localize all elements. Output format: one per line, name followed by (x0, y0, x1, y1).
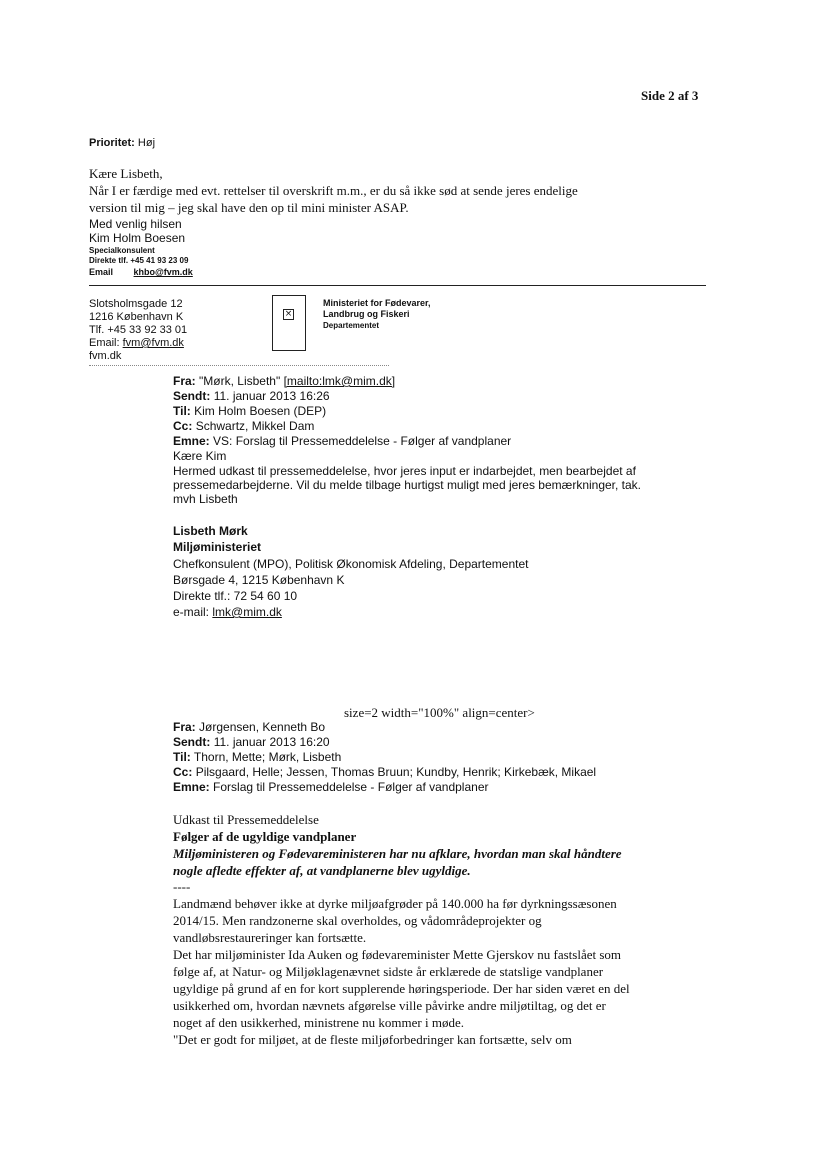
orig-subject-label: Emne: (173, 780, 210, 794)
message-line-2: version til mig – jeg skal have den op til mini minister ASAP. (89, 200, 409, 215)
fwd-from-value: "Mørk, Lisbeth" (199, 374, 281, 388)
lisbeth-phone: Direkte tlf.: 72 54 60 10 (173, 589, 298, 603)
fwd-to-line (173, 404, 326, 418)
lisbeth-email-link[interactable]: lmk@mim.dk (212, 605, 282, 619)
lisbeth-email-line (173, 605, 282, 619)
orig-cc-line (173, 765, 596, 779)
html-artifact-text: size=2 width="100%" align=center> (344, 705, 535, 720)
signature-email-label: Email (89, 267, 114, 277)
priority-label: Prioritet: (89, 137, 135, 149)
lisbeth-email-label: e-mail: (173, 605, 210, 619)
signature-email-link[interactable]: khbo@fvm.dk (133, 267, 193, 277)
ministry-web[interactable]: fvm.dk (89, 350, 122, 362)
fwd-greeting: Kære Kim (173, 449, 227, 463)
fwd-from-label: Fra: (173, 374, 196, 388)
orig-to-value: Thorn, Mette; Mørk, Lisbeth (193, 750, 342, 764)
fwd-body-1: Hermed udkast til pressemeddelelse, hvor jeres input er indarbejdet, men bearbejdet af (173, 464, 636, 478)
press-p2-line-4: usikkerhed om, hvordan nævnets afgørelse ville påvirke andre miljøtiltag, og det er (173, 998, 606, 1013)
divider (89, 285, 706, 286)
fwd-subject-value: VS: Forslag til Pressemeddelelse - Følger af vandplaner (213, 434, 512, 448)
orig-to-label: Til: (173, 750, 191, 764)
press-p1-line-2: 2014/15. Men randzonerne skal overholdes, og vådområdeprojekter og (173, 913, 542, 928)
orig-from-value: Jørgensen, Kenneth Bo (199, 720, 326, 734)
fwd-sent-value: 11. januar 2013 16:26 (213, 389, 330, 403)
fwd-cc-line (173, 419, 314, 433)
fwd-sent-label: Sendt: (173, 389, 211, 403)
signature-email-line (89, 267, 193, 277)
fwd-to-value: Kim Holm Boesen (DEP) (194, 404, 327, 418)
press-p2-line-5: noget af den usikkerhed, ministrene nu kommer i møde. (173, 1015, 464, 1030)
fwd-from-mailto-link[interactable]: [mailto:lmk@mim.dk] (283, 374, 396, 388)
fwd-cc-label: Cc: (173, 419, 193, 433)
press-lead-1: Miljøministeren og Fødevareministeren har nu afklare, hvordan man skal håndtere (173, 846, 622, 861)
page-number: Side 2 af 3 (641, 88, 699, 103)
orig-to-line (173, 750, 341, 764)
press-headline: Følger af de ugyldige vandplaner (173, 829, 357, 844)
footer-divider (89, 365, 389, 366)
ministry-email-link[interactable]: fvm@fvm.dk (122, 337, 184, 349)
fwd-subject-label: Emne: (173, 434, 210, 448)
fwd-closing: mvh Lisbeth (173, 492, 238, 506)
signature-title: Specialkonsulent (89, 246, 155, 255)
signature-name: Kim Holm Boesen (89, 231, 186, 245)
press-p2-line-1: Det har miljøminister Ida Auken og fødevareminister Mette Gjerskov nu fastslået som (173, 947, 622, 962)
press-p2-line-3: ugyldige på grund af en for kort supplerende høringsperiode. Der har siden været en del (173, 981, 630, 996)
orig-cc-label: Cc: (173, 765, 193, 779)
press-kicker: Udkast til Pressemeddelelse (173, 812, 319, 827)
orig-from-label: Fra: (173, 720, 196, 734)
lisbeth-name: Lisbeth Mørk (173, 524, 248, 538)
signature-regards: Med venlig hilsen (89, 217, 182, 231)
orig-cc-value: Pilsgaard, Helle; Jessen, Thomas Bruun; Kundby, Henrik; Kirkebæk, Mikael (195, 765, 597, 779)
signature-phone: Direkte tlf. +45 41 93 23 09 (89, 256, 189, 265)
lisbeth-org: Miljøministeriet (173, 540, 262, 554)
ministry-email-label: Email: (89, 337, 120, 349)
ministry-phone: Tlf. +45 33 92 33 01 (89, 324, 188, 336)
ministry-name-1: Ministeriet for Fødevarer, (323, 298, 431, 308)
press-lead-2: nogle afledte effekter af, at vandplanerne blev ugyldige. (173, 863, 471, 878)
orig-from-line (173, 720, 325, 734)
fwd-body-2: pressemedarbejderne. Vil du melde tilbage hurtigst muligt med jeres bemærkninger, tak. (173, 478, 642, 492)
priority-line (89, 137, 155, 149)
press-p1-line-1: Landmænd behøver ikke at dyrke miljøafgrøder på 140.000 ha før dyrkningssæsonen (173, 896, 617, 911)
ministry-name-3: Departementet (323, 321, 380, 330)
press-p1-line-3: vandløbsrestaureringer kan fortsætte. (173, 930, 367, 945)
fwd-cc-value: Schwartz, Mikkel Dam (195, 419, 315, 433)
press-p2-line-2: følge af, at Natur- og Miljøklagenævnet sidste år erklærede de statslige vandplaner (173, 964, 604, 979)
priority-value: Høj (137, 137, 156, 149)
lisbeth-address: Børsgade 4, 1215 København K (173, 573, 345, 587)
ministry-name-2: Landbrug og Fiskeri (323, 309, 410, 319)
lisbeth-title: Chefkonsulent (MPO), Politisk Økonomisk Afdeling, Departementet (173, 557, 529, 571)
fwd-to-label: Til: (173, 404, 191, 418)
orig-subject-line (173, 780, 489, 794)
ministry-logo (272, 295, 306, 351)
fwd-sent-line (173, 389, 330, 403)
fwd-from-line (173, 374, 395, 388)
orig-subject-value: Forslag til Pressemeddelelse - Følger af vandplaner (213, 780, 489, 794)
press-separator: ---- (173, 879, 191, 894)
broken-image-icon: × (284, 309, 293, 319)
fwd-subject-line (173, 434, 511, 448)
message-line-1: Når I er færdige med evt. rettelser til overskrift m.m., er du så ikke sød at sende jeres endelige (89, 183, 578, 198)
orig-sent-label: Sendt: (173, 735, 211, 749)
press-p3-line-1: "Det er godt for miljøet, at de fleste miljøforbedringer kan fortsætte, selv om (173, 1032, 572, 1047)
orig-sent-value: 11. januar 2013 16:20 (213, 735, 330, 749)
ministry-email-line (89, 337, 184, 349)
ministry-address-2: 1216 København K (89, 311, 184, 323)
orig-sent-line (173, 735, 330, 749)
greeting: Kære Lisbeth, (89, 166, 163, 181)
ministry-address-1: Slotsholmsgade 12 (89, 298, 183, 310)
